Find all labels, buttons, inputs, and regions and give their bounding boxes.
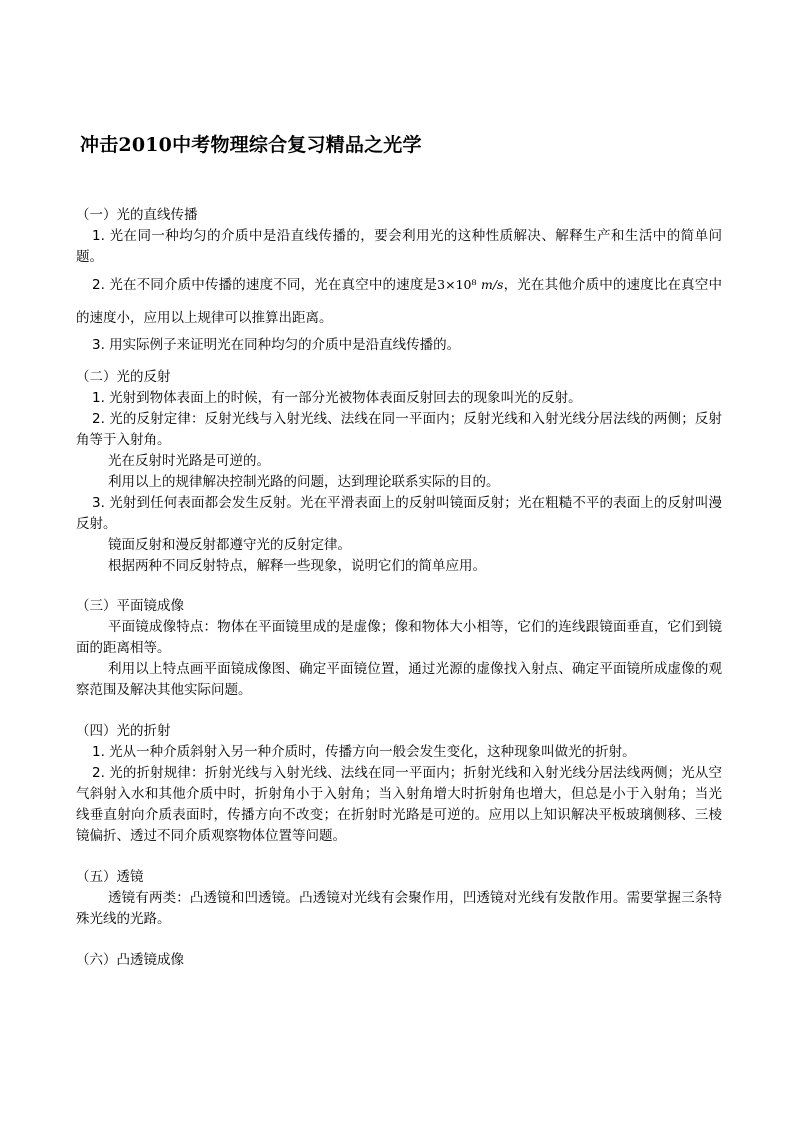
section-heading: （三）平面镜成像 [76,598,184,614]
paragraph: 平面镜成像特点：物体在平面镜里成的是虚像；像和物体大小相等，它们的连线跟镜面垂直，它们到镜面的距离相等。 [76,619,722,656]
section-heading: （二）光的反射 [76,369,171,385]
section-heading: （四）光的折射 [76,723,171,739]
paragraph: 透镜有两类：凸透镜和凹透镜。凸透镜对光线有会聚作用，凹透镜对光线有发散作用。需要掌握三条特殊光线的光路。 [76,890,722,927]
paragraph: 光在反射时光路是可逆的。 [108,453,270,469]
paragraph: 3. 用实际例子来证明光在同种均匀的介质中是沿直线传播的。 [92,337,461,353]
paragraph: 3. 光射到任何表面都会发生反射。光在平滑表面上的反射叫镜面反射；光在粗糙不平的表面上的反射叫漫反射。 [76,495,722,532]
document-body [76,205,722,971]
light-speed-unit: m/s [480,277,504,292]
paragraph: 根据两种不同反射特点，解释一些现象，说明它们的简单应用。 [108,558,486,574]
paragraph: 1. 光射到物体表面上的时候，有一部分光被物体表面反射回去的现象叫光的反射。 [92,390,582,406]
section-refraction [76,721,722,847]
paragraph: 1. 光从一种介质斜射入另一种介质时，传播方向一般会发生变化，这种现象叫做光的折射。 [92,744,636,760]
section-plane-mirror [76,596,722,701]
section-reflection [76,367,722,577]
section-straight-line-propagation [76,205,722,356]
section-heading: （一）光的直线传播 [76,207,198,223]
paragraph: 镜面反射和漫反射都遵守光的反射定律。 [108,537,351,553]
paragraph-text: ，光在其他介质中的速度比在真空中的速度小，应用以上规律可以推算出距离。 [76,277,723,326]
section-heading: （五）透镜 [76,869,144,885]
section-heading: （六）凸透镜成像 [76,952,184,968]
paragraph: 利用以上的规律解决控制光路的问题，达到理论联系实际的目的。 [108,474,500,490]
paragraph: 2. 光的折射规律：折射光线与入射光线、法线在同一平面内；折射光线和入射光线分居法线两侧；光从空气斜射入水和其他介质中时，折射角小于入射角；当入射角增大时折射角也增大，但总是小于入射角；当光线垂直射向介质表面时，传播方向不改变；在折射时光路是可逆的。应用以上知识解决平板玻璃侧移、三棱镜偏折、透过不同介质观察物体位置等问题。 [76,765,722,844]
paragraph-text: 2. 光在不同介质中传播的速度不同，光在真空中的速度是 [92,277,438,293]
paragraph-light-speed [76,268,722,335]
section-lens [76,867,722,930]
light-speed-value: 3×10⁸ [437,277,477,292]
paragraph: 2. 光的反射定律：反射光线与入射光线、法线在同一平面内；反射光线和入射光线分居法线的两侧；反射角等于入射角。 [76,411,722,448]
section-convex-lens-imaging [76,950,722,971]
paragraph: 1. 光在同一种均匀的介质中是沿直线传播的，要会利用光的这种性质解决、解释生产和生活中的简单问题。 [76,228,722,265]
document-title: 冲击2010中考物理综合复习精品之光学 [80,134,422,156]
paragraph: 利用以上特点画平面镜成像图、确定平面镜位置，通过光源的虚像找入射点、确定平面镜所成虚像的观察范围及解决其他实际问题。 [76,661,722,698]
